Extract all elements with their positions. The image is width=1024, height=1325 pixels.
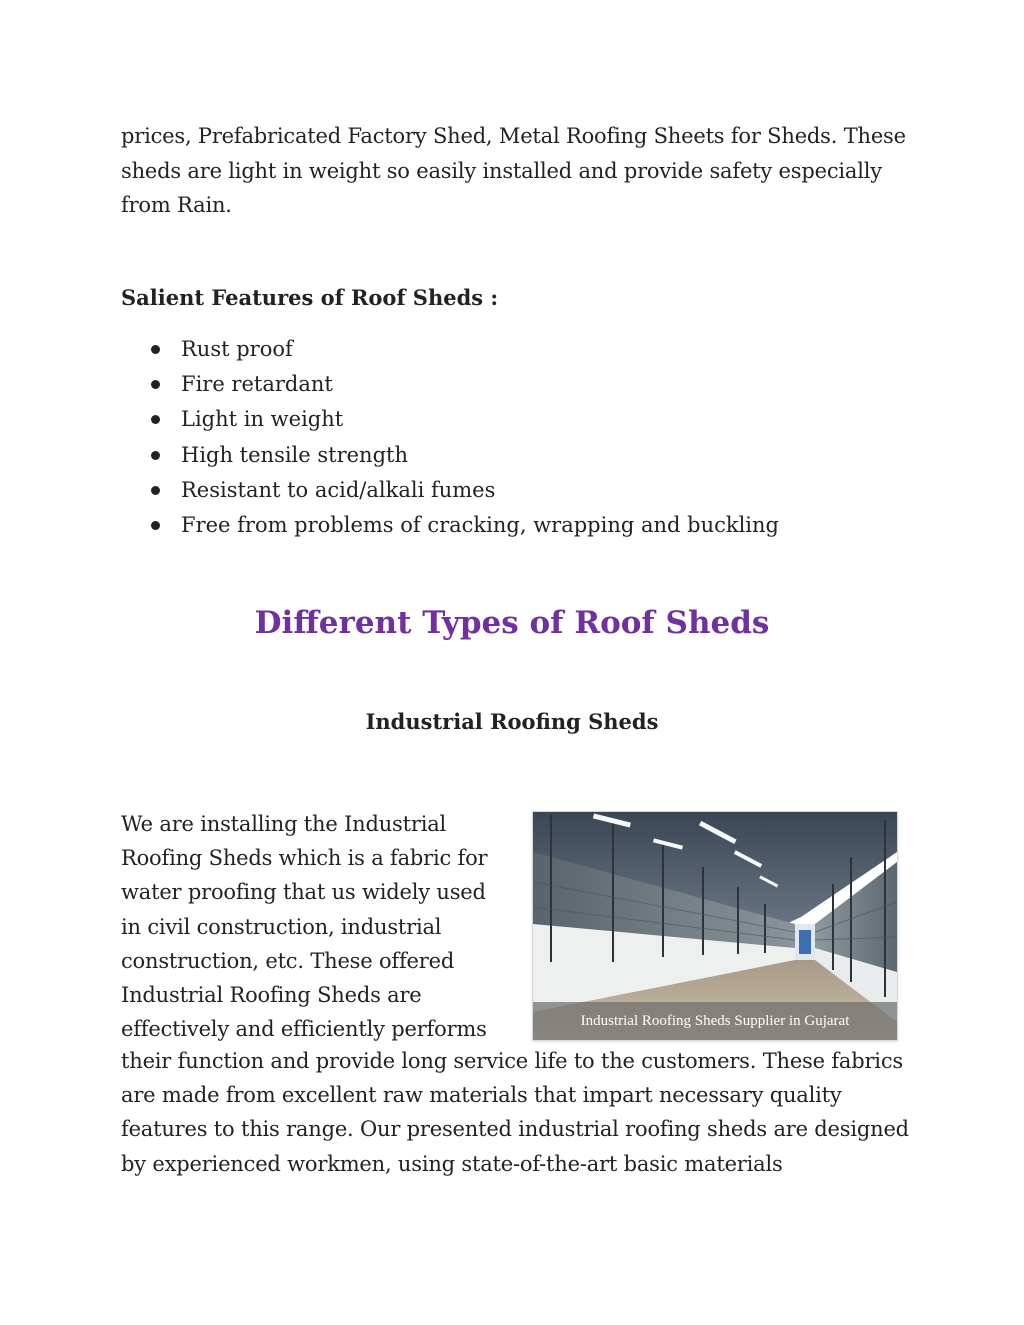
features-heading: Salient Features of Roof Sheds : xyxy=(121,285,499,310)
subsection-title: Industrial Roofing Sheds xyxy=(365,709,659,734)
bullet-icon xyxy=(151,415,160,424)
bullet-icon xyxy=(151,521,160,530)
bullet-icon xyxy=(151,380,160,389)
photo-caption: Industrial Roofing Sheds Supplier in Gujarat xyxy=(533,1002,897,1040)
intro-paragraph: prices, Prefabricated Factory Shed, Metal Roofing Sheets for Sheds. These sheds are light in weight so easily installed and provide safety especially from Rain. xyxy=(121,124,906,217)
shed-photo xyxy=(533,812,897,1040)
list-item xyxy=(121,473,779,508)
section-title: Different Types of Roof Sheds xyxy=(254,605,770,641)
bullet-icon xyxy=(151,486,160,495)
list-item-text: Light in weight xyxy=(181,407,344,432)
list-item xyxy=(121,438,779,473)
list-item xyxy=(121,332,779,367)
body-paragraph-wrapped: We are installing the Industrial Roofing Sheds which is a fabric for water proofing that us widely used in civil construction, industrial construction, etc. These offered Industrial Roofing Sheds are effectively and efficiently performs xyxy=(121,812,488,1042)
list-item xyxy=(121,367,779,402)
list-item xyxy=(121,508,779,543)
list-item-text: Free from problems of cracking, wrapping and buckling xyxy=(181,513,779,538)
body-paragraph-full: their function and provide long service life to the customers. These fabrics are made from excellent raw materials that impart necessary quality features to this range. Our presented industrial roofing sheds are designed by experienced workmen, using state-of-the-art basic materials xyxy=(121,1049,909,1176)
list-item-text: Fire retardant xyxy=(181,372,333,397)
list-item-text: Resistant to acid/alkali fumes xyxy=(181,477,496,502)
features-list xyxy=(121,332,779,543)
list-item-text: Rust proof xyxy=(181,337,293,361)
list-item xyxy=(121,402,779,437)
bullet-icon xyxy=(151,451,160,460)
list-item-text: High tensile strength xyxy=(181,442,408,467)
bullet-icon xyxy=(151,345,160,354)
